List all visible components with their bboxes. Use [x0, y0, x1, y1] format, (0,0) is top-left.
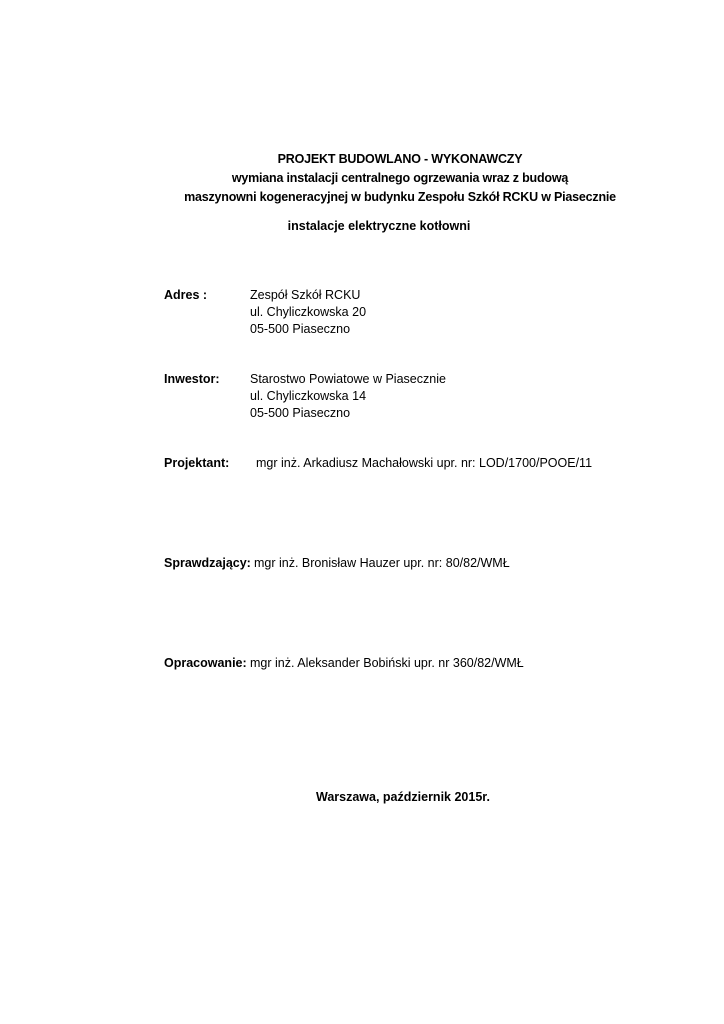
reviewer-label: Sprawdzający: [164, 556, 251, 570]
title-line-1: PROJEKT BUDOWLANO - WYKONAWCZY [277, 152, 523, 166]
investor-line-1: Starostwo Powiatowe w Piasecznie [250, 372, 446, 386]
address-value [250, 287, 366, 338]
designer-value: mgr inż. Arkadiusz Machałowski upr. nr: LOD/1700/POOE/11 [256, 456, 593, 470]
address-line-1: Zespół Szkół RCKU [250, 288, 361, 302]
document-subtitle: instalacje elektryczne kotłowni [287, 219, 471, 233]
address-line-2: ul. Chyliczkowska 20 [250, 305, 367, 319]
document-title [0, 150, 724, 207]
investor-value [250, 371, 446, 422]
title-line-3: maszynowni kogeneracyjnej w budynku Zespołu Szkół RCKU w Piasecznie [184, 190, 616, 204]
author-label: Opracowanie: [164, 656, 247, 670]
author-value: mgr inż. Aleksander Bobiński upr. nr 360/82/WMŁ [250, 656, 524, 670]
address-line-3: 05-500 Piaseczno [250, 322, 351, 336]
reviewer-value: mgr inż. Bronisław Hauzer upr. nr: 80/82/WMŁ [254, 556, 510, 570]
investor-label: Inwestor: [164, 372, 220, 386]
address-label: Adres : [164, 288, 208, 302]
investor-line-2: ul. Chyliczkowska 14 [250, 389, 367, 403]
title-line-2: wymiana instalacji centralnego ogrzewania wraz z budową [231, 171, 569, 185]
investor-line-3: 05-500 Piaseczno [250, 406, 351, 420]
designer-label: Projektant: [164, 456, 230, 470]
place-date: Warszawa, październik 2015r. [316, 790, 490, 804]
